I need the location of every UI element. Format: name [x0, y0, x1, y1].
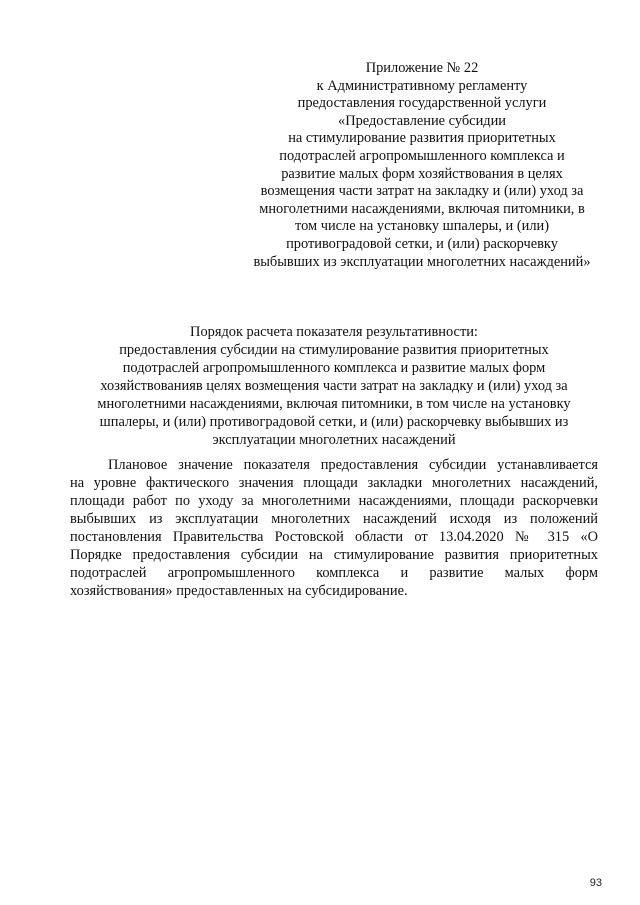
body-line: Порядке предоставления субсидии на стимулирование развития приоритетных — [70, 547, 598, 563]
appendix-line: Приложение № 22 — [365, 60, 479, 76]
body-line: Плановое значение показателя предоставления субсидии устанавливается — [108, 457, 598, 473]
appendix-header — [225, 60, 619, 271]
page-number: 93 — [589, 877, 602, 889]
appendix-line: возмещения части затрат на закладку и (или) уход за — [260, 183, 584, 200]
document-heading — [70, 323, 598, 449]
body-line: постановления Правительства Ростовской области от 13.04.2020 № 315 «О — [70, 529, 598, 545]
heading-line: эксплуатации многолетних насаждений — [212, 432, 456, 448]
body-line: выбывших из эксплуатации многолетних насаждений исходя из положений — [70, 511, 598, 527]
appendix-line: противоградовой сетки, и (или) раскорчевку — [286, 235, 558, 252]
body-line: подотраслей агропромышленного комплекса и развитие малых форм — [70, 565, 598, 581]
appendix-line: многолетними насаждениями, включая питомники, в — [259, 200, 585, 217]
body-line: на уровне фактического значения площади закладки многолетних насаждений, — [70, 475, 598, 491]
appendix-line: к Административному регламенту — [316, 77, 528, 94]
heading-line: многолетними насаждениями, включая питомники, в том числе на установку — [97, 396, 571, 412]
appendix-line: подотраслей агропромышленного комплекса и — [279, 147, 565, 164]
appendix-line: на стимулирование развития приоритетных — [288, 130, 556, 147]
heading-line: хозяйствованияв целях возмещения части затрат на закладку и (или) уход за — [100, 378, 568, 394]
heading-line: подотраслей агропромышленного комплекса и развитие малых форм — [122, 360, 546, 376]
body-line: площади работ по уходу за многолетними насаждениями, площади раскорчевки — [70, 493, 598, 509]
appendix-line: предоставления государственной услуги — [297, 95, 547, 112]
appendix-line: «Предоставление субсидии — [338, 112, 506, 129]
heading-line: Порядок расчета показателя результативности: — [190, 324, 478, 340]
heading-line: шпалеры, и (или) противоградовой сетки, и (или) раскорчевку выбывших из — [99, 414, 569, 430]
heading-line: предоставления субсидии на стимулирование развития приоритетных — [119, 342, 549, 358]
appendix-line: выбывших из эксплуатации многолетних насаждений» — [253, 253, 591, 270]
appendix-line: развитие малых форм хозяйствования в целях — [281, 165, 563, 182]
appendix-line: том числе на установку шпалеры, и (или) — [295, 218, 549, 235]
body-line: хозяйствования» предоставленных на субсидирование. — [70, 583, 408, 599]
body-paragraph — [70, 456, 598, 600]
